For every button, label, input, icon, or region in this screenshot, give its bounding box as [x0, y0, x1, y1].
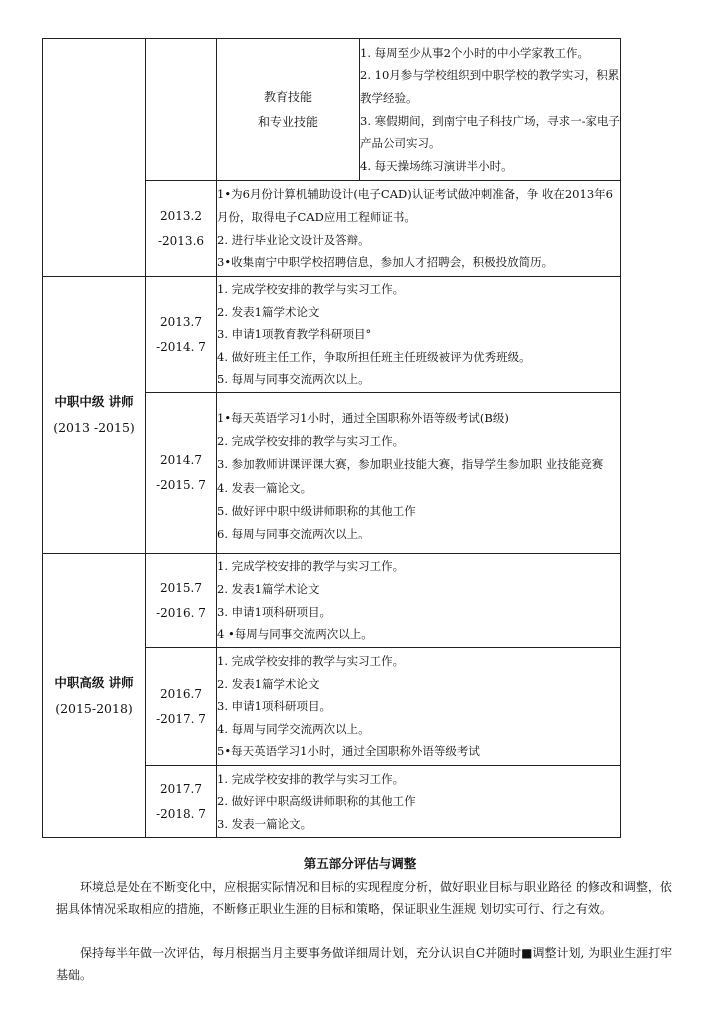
period-cell: [146, 766, 217, 838]
tasks-cell: [217, 766, 621, 838]
task-item: 4. 每天操场练习演讲半小时。: [360, 158, 513, 173]
period-label: -2018. 7: [156, 806, 206, 821]
stage-years: (2013 -2015): [53, 420, 135, 435]
period-label: -2013.6: [157, 233, 205, 248]
section-title: 第五部分评估与调整: [303, 856, 417, 871]
task-item: 5. 做好评中职中级讲师职称的其他工作: [217, 503, 416, 518]
table-row: [43, 39, 621, 181]
period-label: 2015.7: [160, 580, 202, 595]
task-item: 1•为6月份计算机辅助设计(电子CAD)认证考试做冲刺准备，争 收在2013年6月份，取得电子CAD应用工程师证书。: [217, 187, 613, 224]
period-label: 2017.7: [160, 781, 202, 796]
task-item: 5•每天英语学习1小时，通过全国职称外语等级考试: [217, 744, 480, 759]
period-label: 2013.2: [160, 208, 202, 223]
task-item: 5. 每周与同事交流两次以上。: [217, 372, 370, 387]
period-cell: [146, 181, 217, 277]
period-label: -2017. 7: [156, 711, 206, 726]
tasks-cell: [360, 39, 621, 181]
task-item: 1. 每周至少从事2个小时的中小学家教工作。: [360, 45, 589, 60]
table-row: [43, 277, 621, 393]
table-row: [43, 554, 621, 648]
period-cell: [146, 277, 217, 393]
period-label: 2016.7: [160, 686, 202, 701]
period-cell: [146, 554, 217, 648]
period-label: -2014. 7: [156, 339, 206, 354]
task-item: 3. 申请1项科研项目。: [217, 699, 331, 714]
task-item: 3. 发表一篇论文。: [217, 816, 313, 831]
task-item: 6. 每周与同事交流两次以上。: [217, 526, 370, 539]
stage-years: (2015-2018): [55, 700, 133, 716]
task-item: 1•每天英语学习1小时，通过全国职称外语等级考试(B级): [217, 411, 509, 426]
period-label: 2014.7: [160, 453, 202, 467]
stage-cell-senior: [43, 554, 146, 838]
period-label: 2013.7: [160, 314, 202, 329]
period-cell: [146, 393, 217, 554]
task-item: 2. 完成学校安排的教学与实习工作。: [217, 434, 405, 449]
task-item: 1. 完成学校安排的教学与实习工作。: [217, 282, 405, 297]
task-item: 3. 寒假期间，到南宁电子科技广场，寻求一-家电子产品公司实习。: [360, 113, 621, 151]
tasks-cell: [217, 181, 621, 277]
career-plan-table: [42, 38, 621, 838]
category-label: 教育技能: [263, 89, 312, 104]
paragraph-evaluation: 保持每半年做一次评估，每月根据当月主要事务做详细周计划，充分认识自C并随时■调整计划, 为职业生涯打牢基础。: [56, 946, 673, 982]
category-cell: [217, 39, 360, 181]
stage-cell-empty: [43, 39, 146, 277]
task-item: 2. 发表1篇学术论文: [217, 304, 320, 319]
task-item: 4 •每周与同事交流两次以上。: [217, 627, 373, 642]
task-item: 4. 做好班主任工作，争取所担任班主任班级被评为优秀班级。: [217, 349, 531, 364]
stage-cell-mid: [43, 277, 146, 554]
period-label: -2016. 7: [156, 605, 206, 620]
task-item: 3. 申请1项科研项目。: [217, 604, 331, 619]
period-cell-empty: [146, 39, 217, 181]
task-item: 2. 进行毕业论文设计及答辩。: [217, 232, 370, 247]
task-item: 2. 做好评中职高级讲师职称的其他工作: [217, 794, 416, 809]
paragraph-environment: 环境总是处在不断变化中，应根据实际情况和目标的实现程度分析，做好职业目标与职业路径 的修改和调整，依据具体情况采取相应的措施，不断修正职业生涯的目标和策略，保证职业生涯规 划切实可行、行之有效。: [56, 880, 672, 916]
task-item: 4. 每周与同学交流两次以上。: [217, 721, 370, 736]
task-item: 2. 10月参与学校组织到中职学校的教学实习，积累教学经验。: [360, 68, 620, 105]
task-item: 3. 参加教师讲课评课大赛，参加职业技能大赛，指导学生参加职 业技能竞赛: [217, 457, 604, 472]
period-cell: [146, 648, 217, 766]
task-item: 2. 发表1篇学术论文: [217, 581, 320, 596]
task-item: 1. 完成学校安排的教学与实习工作。: [217, 654, 405, 669]
tasks-cell: [217, 277, 621, 393]
tasks-cell: [217, 393, 621, 554]
task-item: 3. 申请1项教育教学科研项目°: [217, 327, 372, 342]
task-item: 1. 完成学校安排的教学与实习工作。: [217, 771, 405, 786]
task-item: 2. 发表1篇学术论文: [217, 676, 320, 691]
tasks-cell: [217, 554, 621, 648]
stage-title: 中职高级 讲师: [54, 674, 134, 690]
tasks-cell: [217, 648, 621, 766]
period-label: -2015. 7: [156, 478, 206, 492]
stage-title: 中职中级 讲师: [54, 394, 134, 409]
task-item: 3•收集南宁中职学校招聘信息，参加人才招聘会，积极投放简历。: [217, 255, 554, 270]
task-item: 1. 完成学校安排的教学与实习工作。: [217, 559, 405, 574]
category-label: 和专业技能: [257, 114, 318, 129]
task-item: 4. 发表一篇论文。: [217, 480, 313, 495]
